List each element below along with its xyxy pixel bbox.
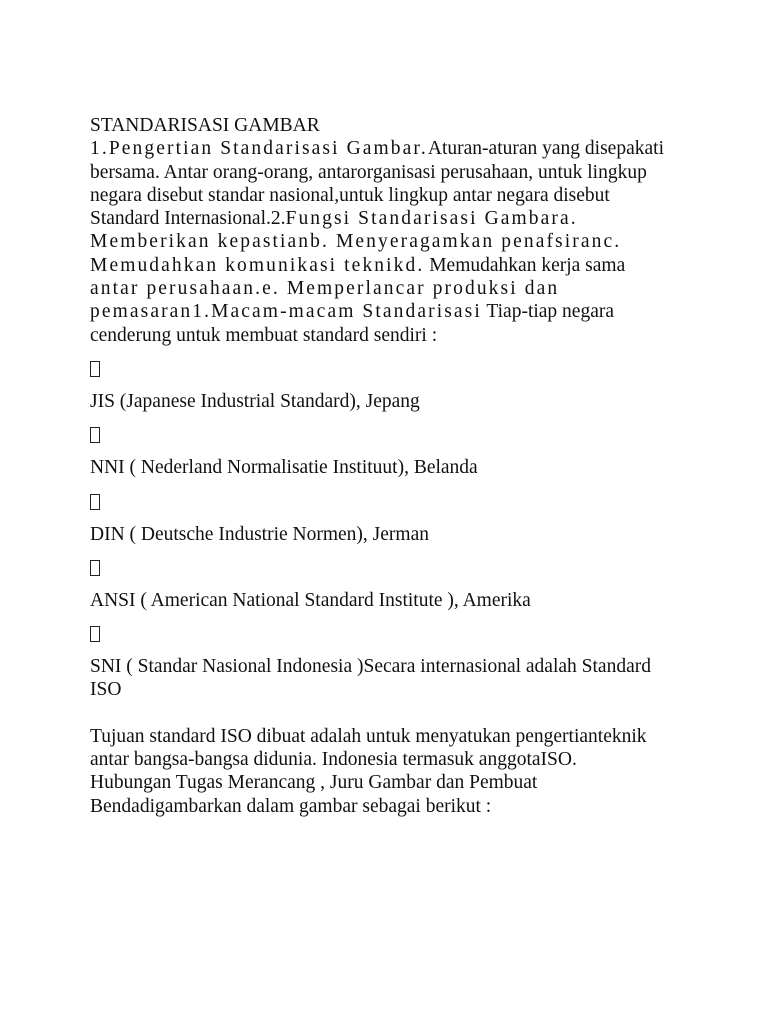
intro-line-8-normal: Tiap-tiap negara xyxy=(481,301,615,323)
intro-line-4 xyxy=(90,207,690,230)
intro-line-8-spaced: pemasaran1.Macam-macam Standarisasi xyxy=(90,301,482,323)
missing-glyph-box-icon xyxy=(90,560,100,576)
bullet-glyph-icon xyxy=(90,556,690,579)
bullet-glyph-icon xyxy=(90,490,690,513)
document-body xyxy=(90,114,690,818)
intro-line-5: Memberikan kepastianb. Menyeragamkan penafsiranc. xyxy=(90,231,622,253)
bullet-glyph-icon xyxy=(90,357,690,380)
missing-glyph-box-icon xyxy=(90,626,100,642)
closing-line-4: Bendadigambarkan dalam gambar sebagai berikut : xyxy=(90,795,492,817)
intro-line-4-normal: Standard Internasional.2. xyxy=(90,208,286,230)
closing-line-3: Hubungan Tugas Merancang , Juru Gambar dan Pembuat xyxy=(90,772,538,794)
paragraph-gap xyxy=(90,702,690,725)
intro-line-8 xyxy=(90,300,690,323)
standard-item-sni: SNI ( Standar Nasional Indonesia )Secara internasional adalah Standard xyxy=(90,656,651,678)
intro-line-9: cenderung untuk membuat standard sendiri : xyxy=(90,324,438,346)
intro-line-6-spaced: Memudahkan komunikasi teknikd. xyxy=(90,254,425,276)
bullet-glyph-icon xyxy=(90,622,690,645)
intro-line-1-spaced: 1.Pengertian Standarisasi Gambar. xyxy=(90,138,428,160)
intro-line-7: antar perusahaan.e. Memperlancar produksi dan xyxy=(90,278,560,300)
intro-line-6 xyxy=(90,254,690,277)
document-title: STANDARISASI GAMBAR xyxy=(90,115,320,136)
intro-line-4-spaced: Fungsi Standarisasi Gambara. xyxy=(285,208,578,230)
standard-item-jis: JIS (Japanese Industrial Standard), Jepang xyxy=(90,390,420,412)
bullet-glyph-icon xyxy=(90,423,690,446)
intro-line-2: bersama. Antar orang-orang, antarorganisasi perusahaan, untuk lingkup xyxy=(90,161,647,183)
closing-line-1: Tujuan standard ISO dibuat adalah untuk menyatukan pengertianteknik xyxy=(90,725,647,747)
missing-glyph-box-icon xyxy=(90,494,100,510)
missing-glyph-box-icon xyxy=(90,427,100,443)
standard-item-din: DIN ( Deutsche Industrie Normen), Jerman xyxy=(90,523,429,545)
missing-glyph-box-icon xyxy=(90,361,100,377)
standard-item-nni: NNI ( Nederland Normalisatie Instituut), Belanda xyxy=(90,457,478,479)
standard-item-ansi: ANSI ( American National Standard Institute ), Amerika xyxy=(90,589,531,611)
sni-continuation: ISO xyxy=(90,679,122,701)
intro-line-3: negara disebut standar nasional,untuk lingkup antar negara disebut xyxy=(90,184,610,206)
closing-line-2: antar bangsa-bangsa didunia. Indonesia termasuk anggotaISO. xyxy=(90,749,577,771)
intro-line-1 xyxy=(90,137,690,160)
intro-line-6-normal: Memudahkan kerja sama xyxy=(424,254,626,276)
intro-line-1-normal: Aturan-aturan yang disepakati xyxy=(427,138,664,160)
